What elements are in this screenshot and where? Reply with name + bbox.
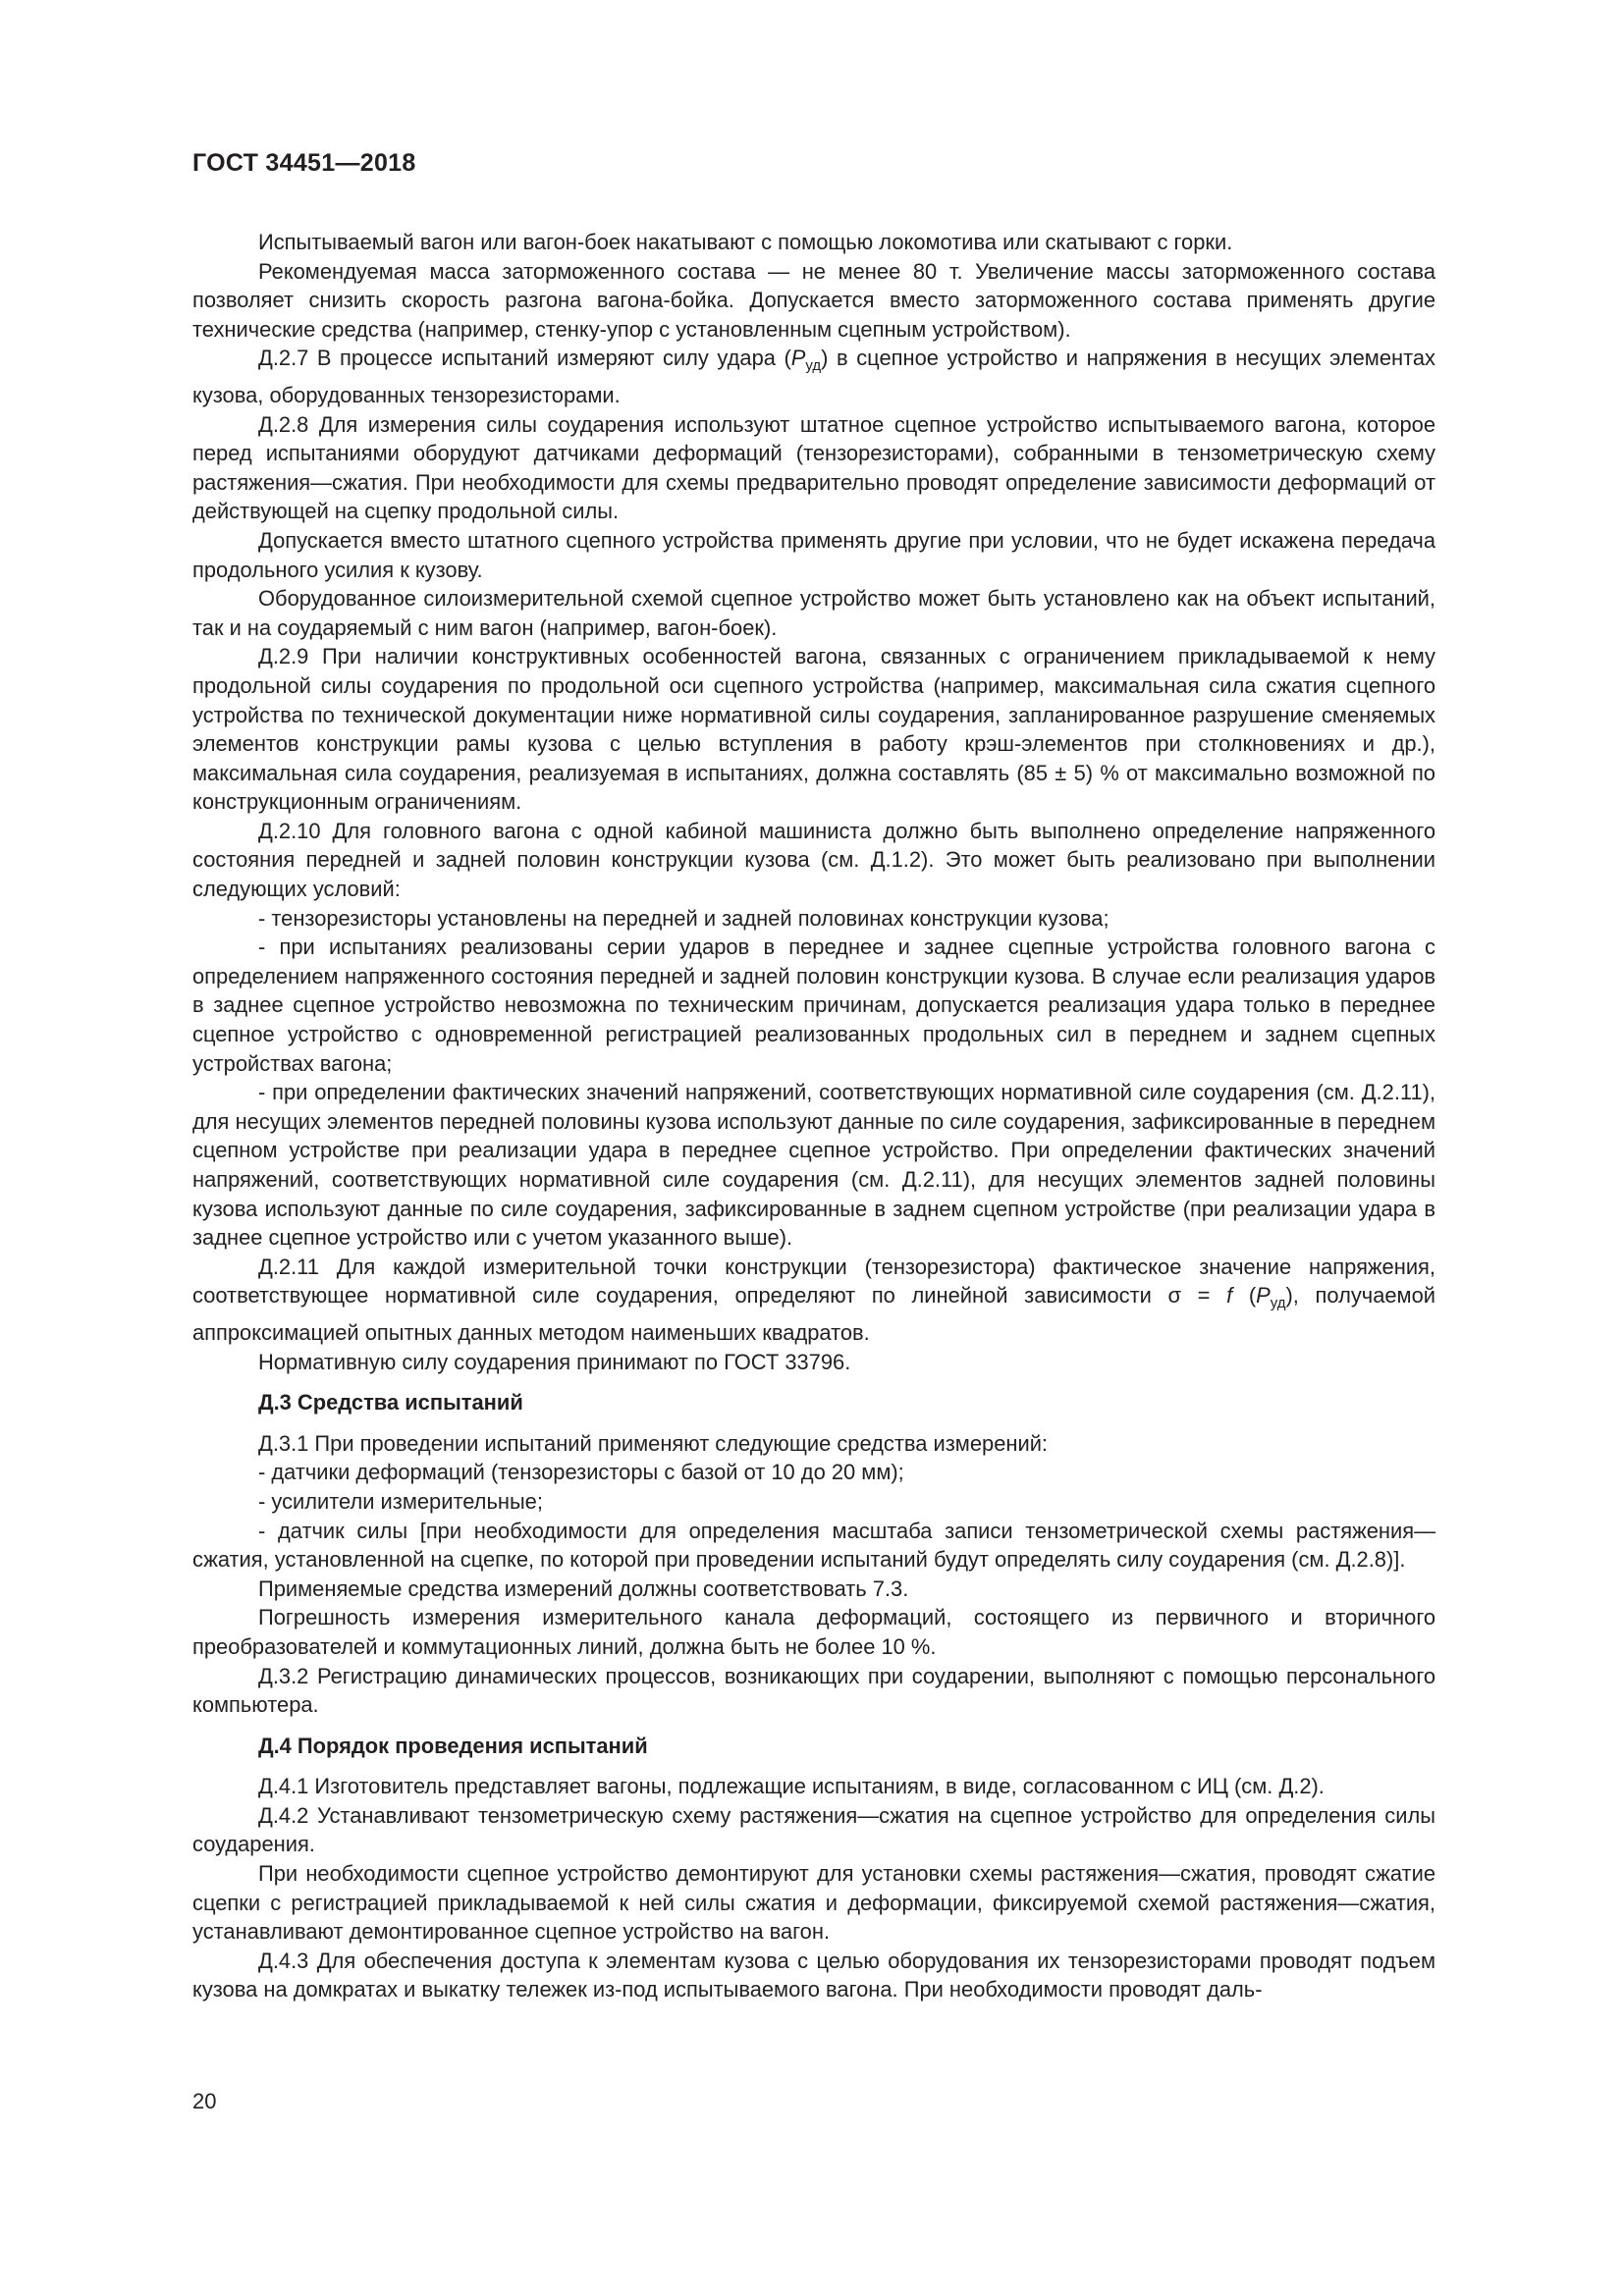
paragraph-d-3-2: Д.3.2 Регистрацию динамических процессов, возникающих при соударении, выполняют с помощью персонального компьютера. (192, 1663, 1435, 1718)
section-heading-d-4: Д.4 Порядок проведения испытаний (258, 1733, 648, 1758)
text-run: ) в сцепное устройство и напряжения в несущих элементах кузова, оборудованных тензорезисторами. (192, 346, 1435, 407)
paragraph-d-2-8: Д.2.8 Для измерения силы соударения используют штатное сцепное устройство испытываемого вагона, которое перед испытаниями оборудуют датчиками деформаций (тензорезисторами), собранными в тензометрическую схему растяжения—сжатия. При необходимости для схемы предварительно проводят определение зависимости деформаций от действующей на сцепку продольной силы. (192, 411, 1435, 524)
paragraph-d-2-11 (192, 1253, 1435, 1348)
list-item: - при испытаниях реализованы серии ударов в переднее и заднее сцепные устройства головного вагона с определением напряженного состояния передней и задней половин конструкции кузова. В случае если реализация ударов в заднее сцепное устройство невозможна по техническим причинам, допускается реализация удара только в переднее сцепное устройство с одновременной регистрацией реализованных продольных сил в переднем и заднем сцепных устройствах вагона; (192, 934, 1435, 1076)
page-number: 20 (192, 2089, 217, 2113)
text-run: Д.2.11 Для каждой измерительной точки конструкции (тензорезистора) фактическое значение напряжения, соответствующее нормативной силе соударения, определяют по линейной зависимости σ = (192, 1254, 1435, 1308)
paragraph: Погрешность измерения измерительного канала деформаций, состоящего из первичного и вторичного преобразователей и коммутационных линий, должна быть не более 10 %. (192, 1605, 1435, 1659)
text-run: ), получаемой аппроксимацией опытных данных методом наименьших квадратов. (192, 1283, 1435, 1345)
paragraph-d-2-7 (192, 344, 1435, 409)
paragraph: При необходимости сцепное устройство демонтируют для установки схемы растяжения—сжатия, проводят сжатие сцепки с регистрацией прикладываемой к ней силы сжатия и деформации, фиксируемой схемой растяжения—сжатия, устанавливают демонтированное сцепное устройство на вагон. (192, 1861, 1435, 1945)
paragraph: Рекомендуемая масса заторможенного состава — не менее 80 т. Увеличение массы заторможенного состава позволяет снизить скорость разгона вагона-бойка. Допускается вместо заторможенного состава применять другие технические средства (например, стенку-упор с установленным сцепным устройством). (192, 258, 1435, 342)
paragraph-d-4-2: Д.4.2 Устанавливают тензометрическую схему растяжения—сжатия на сцепное устройство для определения силы соударения. (192, 1802, 1435, 1857)
paragraph-d-4-3: Д.4.3 Для обеспечения доступа к элементам кузова с целью оборудования их тензорезисторами проводят подъем кузова на домкратах и выкатку тележек из-под испытываемого вагона. При необходимости проводят даль- (192, 1948, 1435, 2002)
function-f: f (1226, 1283, 1233, 1308)
list-item: - при определении фактических значений напряжений, соответствующих нормативной силе соударения (см. Д.2.11), для несущих элементов передней половины кузова используют данные по силе соударения, зафиксированные в переднем сцепном устройстве при реализации удара в переднее сцепное устройство. При определении фактических значений напряжений, соответствующих нормативной силе соударения (см. Д.2.11), для несущих элементов задней половины кузова используют данные по силе соударения, зафиксированные в заднем сцепном устройстве (при реализации удара в заднее сцепное устройство или с учетом указанного выше). (192, 1080, 1435, 1251)
paragraph: Испытываемый вагон или вагон-боек накатывают с помощью локомотива или скатывают с горки. (258, 230, 1233, 254)
paragraph: Оборудованное силоизмерительной схемой сцепное устройство может быть установлено как на объект испытаний, так и на соударяемый с ним вагон (например, вагон-боек). (192, 586, 1435, 640)
section-heading-d-3: Д.3 Средства испытаний (258, 1390, 523, 1415)
paragraph-d-3-1: Д.3.1 При проведении испытаний применяют следующие средства измерений: (258, 1430, 1049, 1456)
paragraph-d-2-9: Д.2.9 При наличии конструктивных особенностей вагона, связанных с ограничением прикладываемой к нему продольной силы соударения по продольной оси сцепного устройства (например, максимальная сила сжатия сцепного устройства по технической документации ниже нормативной силы соударения, запланированное разрушение сменяемых элементов конструкции рамы кузова с целью вступления в работу крэш-элементов при столкновениях и др.), максимальная сила соударения, реализуемая в испытаниях, должна составлять (85 ± 5) % от максимально возможной по конструкционным ограничениям. (192, 644, 1435, 815)
text-run: ( (1232, 1283, 1257, 1308)
document-body (192, 228, 1435, 2004)
subscript: уд (1270, 1295, 1286, 1312)
paragraph-d-4-1: Д.4.1 Изготовитель представляет вагоны, подлежащие испытаниям, в виде, согласованном с ИЦ (см. Д.2). (258, 1774, 1325, 1799)
variable-p: Р (790, 346, 806, 371)
list-item: - датчики деформаций (тензорезисторы с базой от 10 до 20 мм); (258, 1460, 904, 1485)
paragraph: Нормативную силу соударения принимают по ГОСТ 33796. (258, 1349, 851, 1374)
paragraph-d-2-10: Д.2.10 Для головного вагона с одной кабиной машиниста должно быть выполнено определение напряженного состояния передней и задней половин конструкции кузова (см. Д.1.2). Это может быть реализовано при выполнении следующих условий: (192, 818, 1435, 902)
list-item: - датчик силы [при необходимости для определения масштаба записи тензометрической схемы растяжения—сжатия, установленной на сцепке, по которой при проведении испытаний будут определять силу соударения (см. Д.2.8)]. (192, 1518, 1435, 1573)
subscript: уд (805, 357, 822, 375)
paragraph: Применяемые средства измерений должны соответствовать 7.3. (258, 1575, 909, 1601)
list-item: - усилители измерительные; (258, 1488, 543, 1514)
list-item: - тензорезисторы установлены на передней и задней половинах конструкции кузова; (258, 905, 1110, 931)
document-code-header: ГОСТ 34451—2018 (192, 149, 416, 177)
variable-p: Р (1256, 1283, 1271, 1308)
paragraph: Допускается вместо штатного сцепного устройства применять другие при условии, что не будет искажена передача продольного усилия к кузову. (192, 527, 1435, 582)
text-run: Д.2.7 В процессе испытаний измеряют силу удара ( (258, 346, 791, 371)
